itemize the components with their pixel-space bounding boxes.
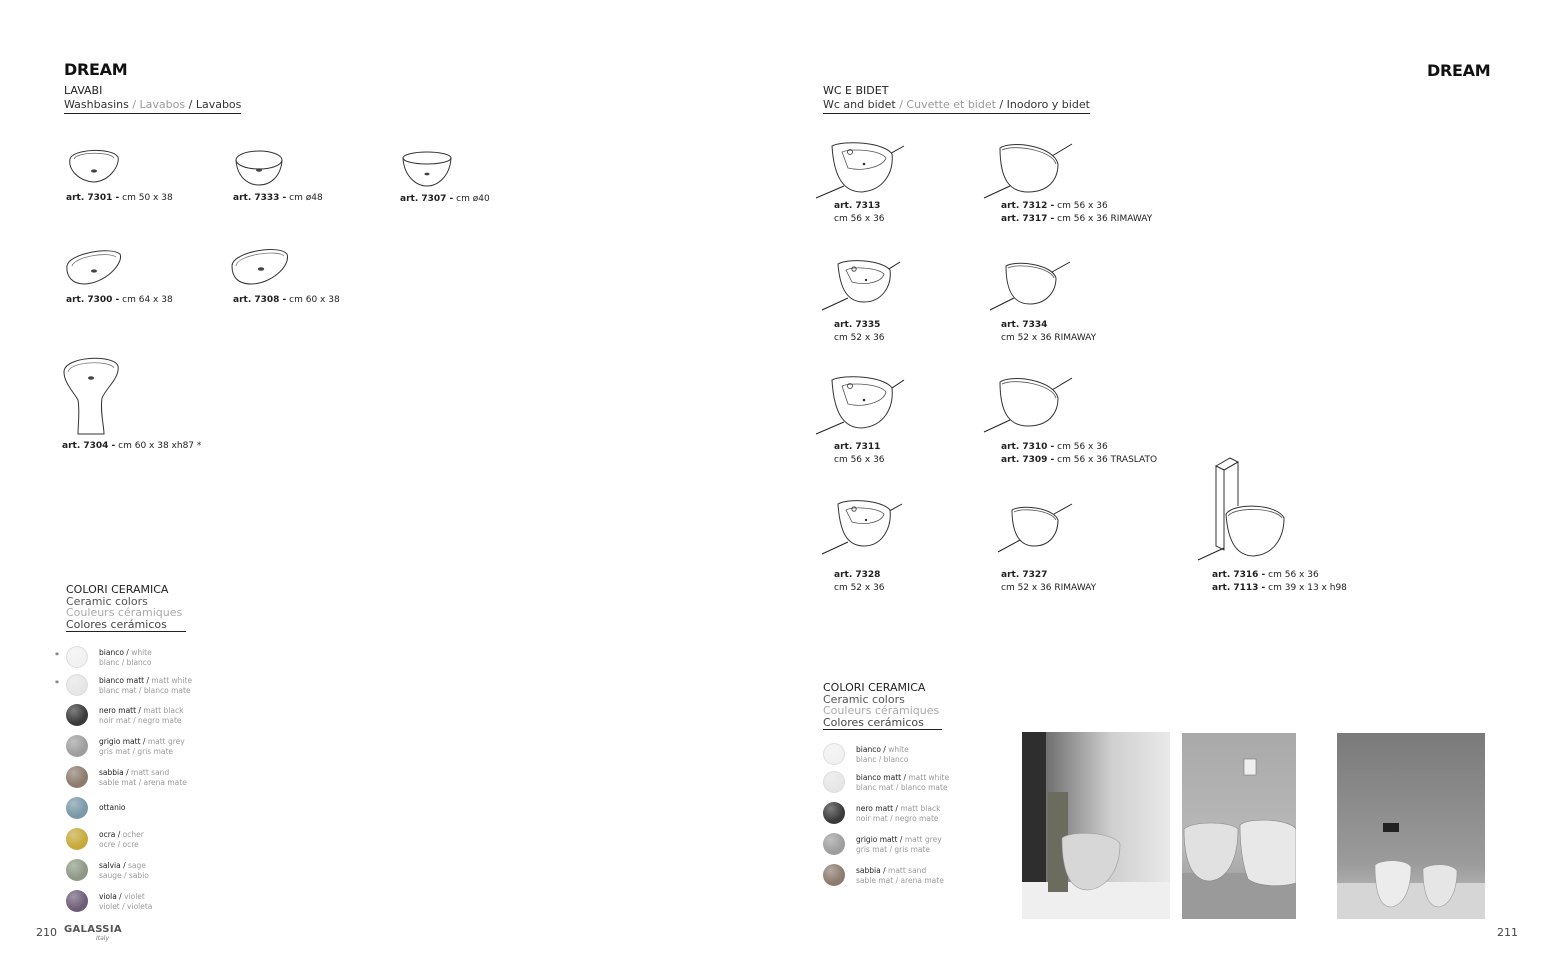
bidet-7335-drawing <box>820 256 902 312</box>
left-subtitle-es: Lavabos <box>195 98 242 111</box>
color-label: nero matt / matt black noir mat / negro mate <box>856 804 941 823</box>
caption-7307 <box>400 193 490 206</box>
dims-7300: cm 64 x 38 <box>119 295 173 305</box>
caption-7328: art. 7328 cm 52 x 36 <box>834 570 885 593</box>
washbasin-7333-drawing <box>233 146 285 188</box>
color-label: bianco matt / matt white blanc mat / blanco mate <box>856 773 950 792</box>
photo-bathroom-wc-bidet-scene <box>1337 733 1485 919</box>
color-star: * <box>55 651 59 660</box>
left-brand-title: DREAM <box>64 60 128 79</box>
color-swatch <box>66 646 88 668</box>
left-section-title: LAVABI <box>64 84 103 97</box>
color-label: nero matt / matt black noir mat / negro mate <box>99 706 184 725</box>
left-subtitle-fr: Lavabos <box>139 98 186 111</box>
wc-7312-drawing <box>982 140 1074 202</box>
color-swatch <box>823 864 845 886</box>
caption-7311: art. 7311 cm 56 x 36 <box>834 442 885 465</box>
color-swatch <box>66 704 88 726</box>
caption-7301 <box>66 192 173 205</box>
caption-7304 <box>62 440 201 453</box>
color-label: bianco / white blanc / blanco <box>856 745 909 764</box>
caption-7335: art. 7335 cm 52 x 36 <box>834 320 885 343</box>
caption-7312: art. 7312 - cm 56 x 36 art. 7317 - cm 56 x 36 RIMAWAY <box>1001 201 1153 224</box>
color-swatch <box>66 674 88 696</box>
color-swatch <box>66 859 88 881</box>
color-label: ocra / ocher ocre / ocre <box>99 830 144 849</box>
caption-7300 <box>66 294 173 307</box>
color-swatch <box>66 766 88 788</box>
color-label: bianco / white blanc / blanco <box>99 648 152 667</box>
color-swatch <box>66 797 88 819</box>
color-swatch <box>823 833 845 855</box>
left-page-number: 210 <box>36 926 57 939</box>
dims-7333: cm ø48 <box>286 193 323 203</box>
caption-7316: art. 7316 - cm 56 x 36 art. 7113 - cm 39 x 13 x h98 <box>1212 570 1347 593</box>
color-label: sabbia / matt sand sable mat / arena mate <box>99 768 187 787</box>
art-7333: art. 7333 - <box>233 193 287 203</box>
color-label: salvia / sage sauge / sabio <box>99 861 149 880</box>
washbasin-7301-drawing <box>66 143 122 185</box>
bidet-7328-drawing <box>820 498 904 556</box>
caption-7334: art. 7334 cm 52 x 36 RIMAWAY <box>1001 320 1097 343</box>
right-colors-heading <box>823 682 942 730</box>
dims-7304: cm 60 x 38 xh87 * <box>115 441 202 451</box>
right-section-subtitle: Wc and bidet / Cuvette et bidet / Inodoro y bidet <box>823 98 1090 114</box>
color-swatch <box>823 771 845 793</box>
caption-7308 <box>233 294 340 307</box>
washbasin-7300-drawing <box>64 244 124 288</box>
color-swatch <box>66 890 88 912</box>
art-7301: art. 7301 - <box>66 193 120 203</box>
photo-wc-with-cistern <box>1022 732 1170 919</box>
footer-brand-logo: GALASSIA <box>64 924 122 935</box>
art-7300: art. 7300 - <box>66 295 120 305</box>
footer-brand-sub: Italy <box>96 935 110 942</box>
color-swatch <box>66 735 88 757</box>
color-star: * <box>55 679 59 688</box>
caption-7333 <box>233 192 323 205</box>
left-colors-heading-it: COLORI CERAMICA <box>66 583 169 596</box>
bidet-7311-drawing <box>814 374 906 436</box>
photo-wc-and-bidet-scene <box>1182 733 1296 919</box>
right-section-title: WC E BIDET <box>823 84 889 97</box>
left-colors-heading-fr: Couleurs céramiques <box>66 606 183 619</box>
dims-7307: cm ø40 <box>453 194 490 204</box>
photo-wc-with-cistern-scene <box>1022 732 1170 919</box>
color-label: viola / violet violet / violeta <box>99 892 153 911</box>
washbasin-7304-drawing <box>58 352 124 438</box>
left-colors-heading <box>66 584 186 632</box>
bidet-7313-drawing <box>814 138 906 200</box>
wc-7334-drawing <box>988 258 1072 314</box>
wc-7316-cistern-7113-drawing <box>1196 456 1290 562</box>
right-colors-heading-fr: Couleurs céramiques <box>823 704 940 717</box>
left-colors-heading-es: Colores cerámicos <box>66 619 186 633</box>
color-swatch <box>823 802 845 824</box>
dims-7308: cm 60 x 38 <box>286 295 340 305</box>
left-colors-heading-en: Ceramic colors <box>66 594 148 608</box>
right-brand-title: DREAM <box>1427 61 1491 80</box>
caption-7327: art. 7327 cm 52 x 36 RIMAWAY <box>1001 570 1097 593</box>
wc-7310-drawing <box>982 374 1074 436</box>
photo-bathroom-wc-bidet <box>1337 733 1485 919</box>
washbasin-7307-drawing <box>400 148 454 190</box>
color-swatch <box>66 828 88 850</box>
right-page-number: 211 <box>1497 926 1518 939</box>
right-colors-heading-en: Ceramic colors <box>823 692 905 706</box>
photo-wc-and-bidet <box>1182 733 1296 919</box>
color-label: grigio matt / matt grey gris mat / gris mate <box>856 835 942 854</box>
art-7307: art. 7307 - <box>400 194 454 204</box>
right-colors-heading-es: Colores cerámicos <box>823 717 942 731</box>
caption-7313: art. 7313 cm 56 x 36 <box>834 201 885 224</box>
washbasin-7308-drawing <box>229 244 291 288</box>
color-swatch <box>823 743 845 765</box>
right-subtitle-en: Wc and bidet <box>823 98 896 111</box>
dims-7301: cm 50 x 38 <box>119 193 173 203</box>
color-label: sabbia / matt sand sable mat / arena mate <box>856 866 944 885</box>
color-label: ottanio <box>99 803 126 812</box>
art-7308: art. 7308 - <box>233 295 287 305</box>
art-7304: art. 7304 - <box>62 441 116 451</box>
color-label: grigio matt / matt grey gris mat / gris mate <box>99 737 185 756</box>
left-section-subtitle: Washbasins / Lavabos / Lavabos <box>64 98 241 114</box>
caption-7310: art. 7310 - cm 56 x 36 art. 7309 - cm 56 x 36 TRASLATO <box>1001 442 1158 465</box>
left-subtitle-en: Washbasins <box>64 98 129 111</box>
right-colors-heading-it: COLORI CERAMICA <box>823 681 926 694</box>
right-subtitle-es: Inodoro y bidet <box>1006 98 1090 111</box>
right-subtitle-fr: Cuvette et bidet <box>906 98 996 111</box>
color-label: bianco matt / matt white blanc mat / blanco mate <box>99 676 193 695</box>
wc-7327-drawing <box>996 500 1074 556</box>
